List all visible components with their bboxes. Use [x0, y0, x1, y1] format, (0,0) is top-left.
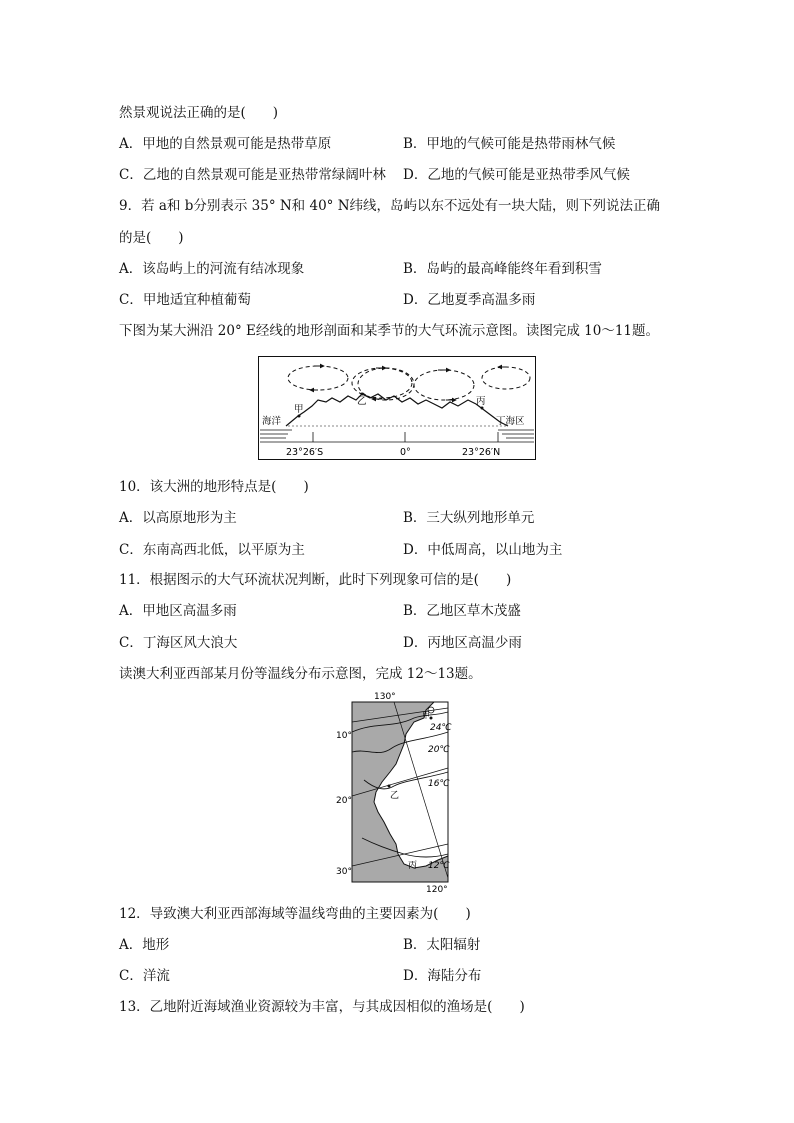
q12-option-d: D．海陆分布 — [403, 968, 482, 984]
q9-option-d: D．乙地夏季高温多雨 — [403, 292, 536, 308]
label-equator: 0° — [400, 447, 411, 458]
label-yi: 乙 — [357, 396, 367, 407]
label-sea-left: 海洋 — [262, 416, 282, 427]
q11-option-c: C．丁海区风大浪大 — [119, 635, 238, 651]
q10-stem: 10．该大洲的地形特点是( ) — [119, 479, 309, 495]
q10-option-a: A．以高原地形为主 — [119, 510, 237, 526]
label-lat-south: 23°26′S — [286, 447, 324, 458]
q13-stem: 13．乙地附近海域渔业资源较为丰富，与其成因相似的渔场是( ) — [119, 999, 525, 1015]
q8-option-d: D．乙地的气候可能是亚热带季风气候 — [403, 167, 630, 183]
q9-stem-line2: 的是( ) — [119, 230, 184, 246]
label-lat-north: 23°26′N — [462, 447, 501, 458]
label-lat-20: 20° — [336, 796, 352, 806]
label-lat-10: 10° — [336, 731, 352, 741]
figure2-intro: 读澳大利亚西部某月份等温线分布示意图，完成 12～13题。 — [119, 666, 482, 682]
isotherm-label-20: 20℃ — [428, 745, 450, 755]
label-bing: 丙 — [476, 396, 486, 407]
figure1-intro: 下图为某大洲沿 20° E经线的地形剖面和某季节的大气环流示意图。读图完成 10～11题。 — [119, 323, 660, 339]
q12-stem: 12．导致澳大利亚西部海域等温线弯曲的主要因素为( ) — [119, 906, 471, 922]
label-lon-130: 130° — [374, 692, 396, 702]
q11-option-a: A．甲地区高温多雨 — [119, 603, 237, 619]
q11-stem: 11．根据图示的大气环流状况判断，此时下列现象可信的是( ) — [119, 572, 512, 588]
isotherm-label-24: 24℃ — [430, 723, 452, 733]
q11-option-b: B．乙地区草木茂盛 — [403, 603, 521, 619]
isotherm-map-figure — [334, 688, 456, 894]
label-jia: 甲 — [294, 404, 304, 415]
terrain-circulation-figure — [258, 356, 536, 460]
label-jia: 甲 — [422, 711, 430, 720]
label-lon-120: 120° — [426, 885, 448, 894]
q10-option-b: B．三大纵列地形单元 — [403, 510, 535, 526]
label-lat-30: 30° — [336, 867, 352, 877]
label-sea-ding: 丁海区 — [496, 416, 525, 427]
q8-option-b: B．甲地的气候可能是热带雨林气候 — [403, 136, 616, 152]
q12-option-c: C．洋流 — [119, 968, 170, 984]
label-bing: 丙 — [408, 861, 418, 871]
q9-option-a: A．该岛屿上的河流有结冰现象 — [119, 261, 305, 277]
q10-option-d: D．中低周高，以山地为主 — [403, 542, 563, 558]
q8-stem-continued: 然景观说法正确的是( ) — [119, 105, 279, 121]
label-yi: 乙 — [390, 791, 400, 801]
q12-option-b: B．太阳辐射 — [403, 937, 481, 953]
isotherm-label-16: 16℃ — [428, 779, 450, 789]
q10-option-c: C．东南高西北低，以平原为主 — [119, 542, 305, 558]
q8-option-a: A．甲地的自然景观可能是热带草原 — [119, 136, 332, 152]
q8-option-c: C．乙地的自然景观可能是亚热带常绿阔叶林 — [119, 167, 386, 183]
isotherm-label-12: 12℃ — [428, 861, 450, 871]
q11-option-d: D．丙地区高温少雨 — [403, 635, 522, 651]
q9-stem-line1: 9．若 a和 b分别表示 35° N和 40° N纬线，岛屿以东不远处有一块大陆，则下列说法正确 — [119, 198, 661, 214]
q9-option-c: C．甲地适宜种植葡萄 — [119, 292, 251, 308]
q12-option-a: A．地形 — [119, 937, 170, 953]
q9-option-b: B．岛屿的最高峰能终年看到积雪 — [403, 261, 602, 277]
